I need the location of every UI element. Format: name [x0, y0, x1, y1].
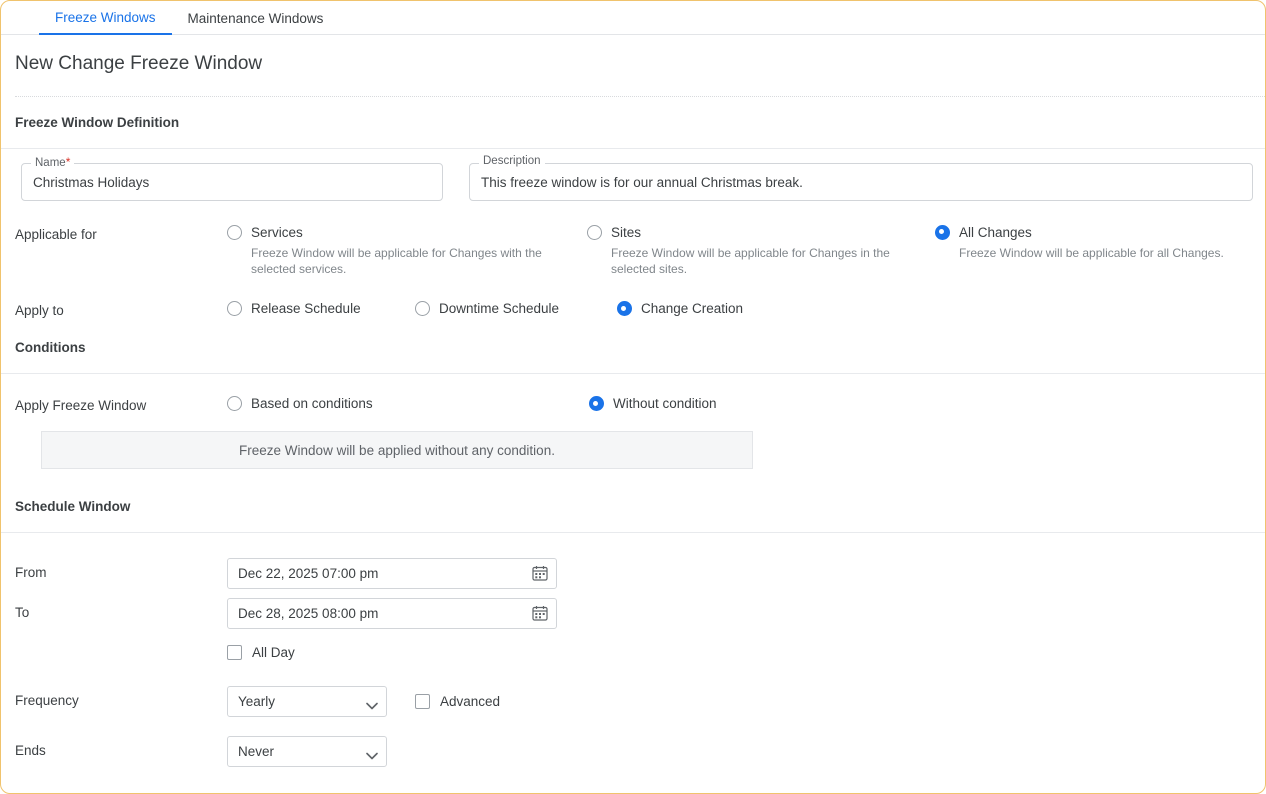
required-asterisk: * [65, 155, 71, 169]
radio-release-schedule-icon[interactable] [227, 301, 242, 316]
section-title-definition: Freeze Window Definition [15, 115, 180, 130]
applicable-for-group [227, 225, 1265, 277]
radio-sites-label: Sites [611, 225, 642, 240]
all-day-row [1, 629, 1265, 660]
all-day-spacer [15, 645, 227, 647]
calendar-icon[interactable] [532, 605, 548, 621]
all-day-group[interactable] [227, 645, 295, 660]
radio-option-all-changes[interactable] [935, 225, 1224, 277]
description-field-group [469, 155, 1253, 201]
radio-release-schedule-label: Release Schedule [251, 301, 361, 317]
radio-change-creation-icon[interactable] [617, 301, 632, 316]
ends-label: Ends [15, 743, 46, 759]
apply-freeze-window-row [1, 374, 1265, 413]
advanced-label: Advanced [440, 694, 501, 710]
radio-downtime-schedule-icon[interactable] [415, 301, 430, 316]
applicable-for-row [1, 201, 1265, 277]
radio-option-sites[interactable] [587, 225, 935, 277]
radio-all-changes-help: Freeze Window will be applicable for all Changes. [959, 246, 1224, 260]
section-title-schedule: Schedule Window [15, 499, 131, 515]
from-date-input[interactable] [227, 558, 557, 589]
radio-sites-help: Freeze Window will be applicable for Changes in the selected sites. [611, 246, 890, 277]
definition-fields-row [1, 149, 1265, 201]
from-row [1, 533, 1265, 589]
all-day-checkbox[interactable] [227, 645, 242, 660]
from-date-field [227, 558, 557, 589]
tab-maintenance-windows[interactable]: Maintenance Windows [187, 10, 324, 26]
name-field-group [21, 155, 443, 201]
apply-to-group [227, 301, 1265, 316]
to-label: To [15, 605, 30, 621]
to-date-input[interactable] [227, 598, 557, 629]
calendar-icon[interactable] [532, 565, 548, 581]
condition-banner-text: Freeze Window will be applied without any condition. [239, 442, 555, 458]
frequency-select-wrap [227, 686, 387, 717]
radio-based-on-conditions-icon[interactable] [227, 396, 242, 411]
radio-change-creation-label: Change Creation [641, 301, 744, 317]
radio-option-release-schedule[interactable] [227, 301, 415, 316]
frequency-controls [227, 686, 500, 717]
ends-select[interactable] [227, 736, 387, 767]
ends-select-wrap [227, 736, 387, 767]
radio-without-condition-icon[interactable] [589, 396, 604, 411]
radio-downtime-schedule-label: Downtime Schedule [439, 301, 560, 317]
condition-banner [41, 431, 753, 469]
radio-option-change-creation[interactable] [617, 301, 743, 316]
radio-services-icon[interactable] [227, 225, 242, 240]
name-input[interactable] [21, 163, 443, 201]
radio-option-services[interactable] [227, 225, 587, 277]
radio-without-condition-label: Without condition [613, 396, 717, 412]
radio-option-based-on-conditions[interactable] [227, 396, 589, 411]
frequency-row [1, 660, 1265, 717]
apply-freeze-window-label: Apply Freeze Window [15, 398, 147, 414]
all-day-label: All Day [252, 645, 295, 661]
applicable-for-label: Applicable for [15, 227, 97, 242]
to-date-field [227, 598, 557, 629]
conditions-group [227, 396, 1265, 411]
tab-bar [1, 1, 1265, 35]
ends-row [1, 717, 1265, 767]
radio-sites-icon[interactable] [587, 225, 602, 240]
tab-freeze-windows[interactable]: Freeze Windows [39, 11, 172, 36]
advanced-group[interactable] [415, 694, 500, 709]
to-row [1, 589, 1265, 629]
description-field-label: Description [479, 156, 545, 168]
radio-option-downtime-schedule[interactable] [415, 301, 617, 316]
apply-to-label: Apply to [15, 303, 64, 319]
radio-services-label: Services [251, 225, 303, 240]
description-input[interactable] [469, 163, 1253, 201]
name-field-label [31, 156, 74, 170]
apply-to-row [1, 277, 1265, 318]
name-label-text: Name [35, 157, 66, 169]
radio-all-changes-icon[interactable] [935, 225, 950, 240]
radio-services-help: Freeze Window will be applicable for Changes with the selected services. [251, 246, 542, 277]
page-title: New Change Freeze Window [15, 53, 263, 74]
radio-based-on-conditions-label: Based on conditions [251, 396, 373, 412]
section-title-conditions: Conditions [15, 340, 86, 356]
from-label: From [15, 565, 47, 581]
radio-option-without-condition[interactable] [589, 396, 717, 411]
radio-all-changes-label: All Changes [959, 225, 1032, 240]
frequency-select[interactable] [227, 686, 387, 717]
advanced-checkbox[interactable] [415, 694, 430, 709]
frequency-label: Frequency [15, 693, 79, 709]
